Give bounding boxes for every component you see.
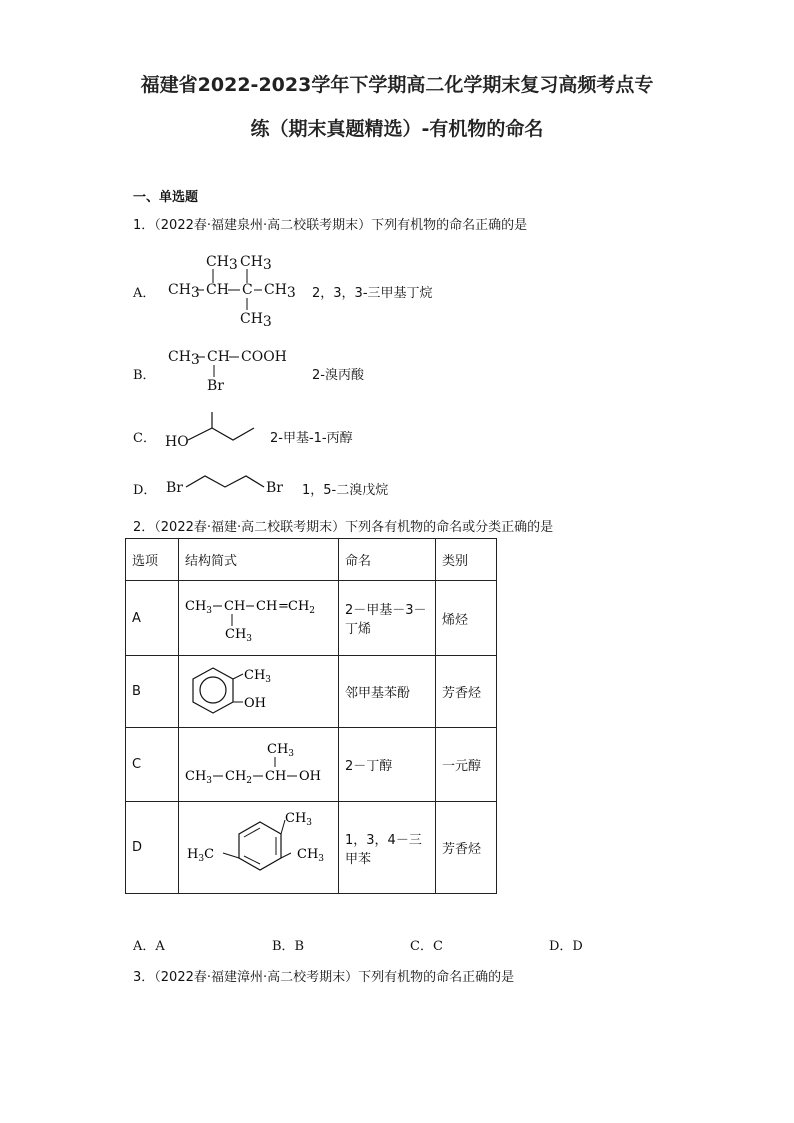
- table-header-row: [126, 539, 497, 581]
- svg-text:CH3: $CH_3$: [285, 810, 313, 828]
- svg-text:CH3: CH3: [240, 254, 272, 273]
- svg-text:C: C: [242, 282, 253, 298]
- row-b-structure: [179, 656, 339, 728]
- row-c-name: 2－丁醇: [339, 728, 436, 802]
- svg-text:H3C: $H_3C$: [187, 846, 215, 864]
- structure-d: [166, 476, 283, 496]
- doc-title-line1: 福建省2022-2023学年下学期高二化学期末复习高频考点专: [140, 74, 654, 96]
- svg-text:CH: CH: [265, 768, 287, 784]
- svg-text:CH3: CH3: [240, 311, 272, 330]
- svg-text:OH: OH: [244, 695, 266, 711]
- svg-text:HO: HO: [165, 434, 189, 450]
- table-row: [126, 581, 497, 656]
- row-d-option: D: [126, 802, 179, 894]
- svg-text:COOH: COOH: [241, 349, 287, 365]
- q1-option-d-name: 1，5-二溴戊烷: [302, 483, 389, 498]
- row-a-class: 烯烃: [436, 581, 497, 656]
- svg-text:CH: CH: [256, 599, 278, 614]
- row-c-option: C: [126, 728, 179, 802]
- table-row: [126, 728, 497, 802]
- table-row: [126, 802, 497, 894]
- row-b-option: B: [126, 656, 179, 728]
- header-name: 命名: [339, 539, 436, 581]
- structure-c: [165, 412, 254, 450]
- svg-text:Br: Br: [207, 378, 224, 394]
- svg-text:CH2: $CH_2$: [225, 768, 253, 786]
- q1-option-c-name: 2-甲基-1-丙醇: [270, 431, 353, 446]
- svg-text:CH3: $CH_3$: [185, 768, 213, 786]
- row-a-name: 2－甲基－3－丁烯: [339, 581, 436, 656]
- structure-2b: [185, 660, 331, 720]
- structure-a: [168, 254, 296, 330]
- svg-text:CH: CH: [224, 599, 246, 614]
- row-c-class: 一元醇: [436, 728, 497, 802]
- svg-text:Br: Br: [166, 480, 183, 496]
- svg-text:CH3: $CH_3$: [185, 599, 213, 616]
- row-d-name: 1，3，4－三甲苯: [339, 802, 436, 894]
- question-3-stem: 3．（2022春·福建漳州·高二校考期末）下列有机物的命名正确的是: [133, 970, 515, 985]
- svg-text:CH2: $CH_2$: [288, 599, 316, 616]
- svg-text:CH3: $CH_3$: [297, 846, 325, 864]
- svg-text:CH3: CH3: [168, 282, 200, 301]
- section-heading: 一、单选题: [133, 190, 199, 205]
- question-1-stem: 1．（2022春·福建泉州·高二校联考期末）下列有机物的命名正确的是: [133, 218, 528, 233]
- q1-option-c-label: C．: [133, 431, 156, 446]
- structure-b: [168, 349, 287, 394]
- row-b-class: 芳香烃: [436, 656, 497, 728]
- svg-text:OH: OH: [299, 768, 321, 784]
- row-b-name: 邻甲基苯酚: [339, 656, 436, 728]
- q1-option-b-name: 2-溴丙酸: [312, 368, 364, 383]
- structure-2d: [185, 808, 331, 884]
- header-structure: 结构简式: [179, 539, 339, 581]
- row-d-structure: [179, 802, 339, 894]
- doc-title-line2: 练（期末真题精选）-有机物的命名: [250, 118, 544, 140]
- q1-option-d-label: D．: [133, 483, 157, 498]
- row-c-structure: [179, 728, 339, 802]
- structure-2a: [185, 586, 331, 646]
- q1-option-b-label: B．: [133, 368, 156, 383]
- svg-text:CH: CH: [207, 349, 230, 365]
- q2-answer-a: A．A: [133, 939, 165, 954]
- q2-answer-d: D．D: [549, 939, 583, 954]
- q2-answer-b: B．B: [272, 939, 305, 954]
- row-a-structure: [179, 581, 339, 656]
- svg-text:CH3: $CH_3$: [244, 667, 272, 685]
- svg-text:CH3: $CH_3$: [225, 627, 253, 644]
- svg-text:CH3: CH3: [206, 254, 238, 273]
- svg-text:CH3: $CH_3$: [267, 741, 295, 759]
- header-option: 选项: [126, 539, 179, 581]
- structure-2c: [185, 733, 331, 793]
- table-row: [126, 656, 497, 728]
- q2-table: [125, 538, 497, 894]
- svg-text:=: =: [278, 599, 289, 614]
- q1-option-a-label: A．: [133, 286, 156, 301]
- row-a-option: A: [126, 581, 179, 656]
- q2-answer-c: C．C: [410, 939, 443, 954]
- question-2-stem: 2．（2022春·福建·高二校联考期末）下列各有机物的命名或分类正确的是: [133, 520, 554, 535]
- svg-text:Br: Br: [266, 480, 283, 496]
- row-d-class: 芳香烃: [436, 802, 497, 894]
- svg-text:CH: CH: [206, 282, 229, 298]
- header-class: 类别: [436, 539, 497, 581]
- svg-text:CH3: CH3: [264, 282, 296, 301]
- q1-option-a-name: 2，3，3-三甲基丁烷: [312, 286, 433, 301]
- svg-text:CH3: CH3: [168, 349, 200, 368]
